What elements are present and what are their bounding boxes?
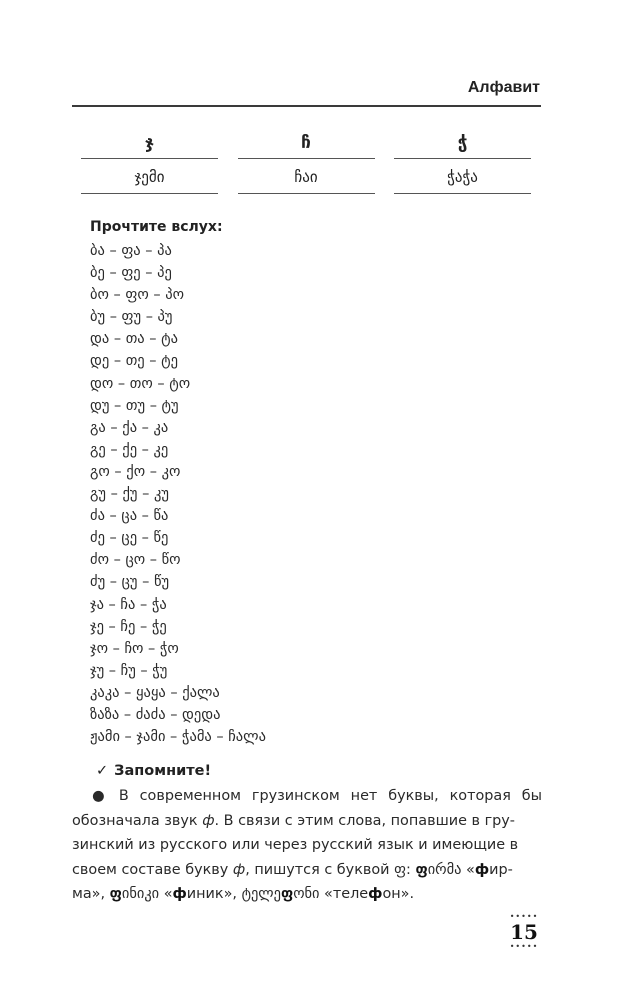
note-text: своем составе букву xyxy=(72,861,233,878)
note-text: . В связи с этим слова, попавшие в гру- xyxy=(214,812,515,829)
reading-drill-list xyxy=(90,240,266,748)
note-text: : xyxy=(406,861,416,878)
drill-line: გუ – ქუ – კუ xyxy=(90,486,169,503)
drill-line: ზაზა – ძაძა – დედა xyxy=(90,706,221,723)
word-cell: ჯემი xyxy=(81,159,218,194)
note-line xyxy=(72,784,542,809)
drill-line: გე – ქე – კე xyxy=(90,441,169,458)
drill-line: ბო – ფო – პო xyxy=(90,287,184,304)
page-number: 15 xyxy=(510,920,538,944)
word-cell: ჭაჭა xyxy=(394,159,531,194)
header-rule xyxy=(72,105,541,107)
note-text: , xyxy=(232,886,242,903)
drill-line: ძუ – ცუ – წუ xyxy=(90,574,170,591)
bold-letter-f: ф xyxy=(172,886,187,903)
drill-line: დე – თე – ტე xyxy=(90,353,178,370)
russian-word: иник» xyxy=(186,886,233,903)
italic-letter-f: ф xyxy=(232,861,246,878)
folio-dots-bottom: ••••• xyxy=(509,942,539,951)
note-text: « xyxy=(461,861,475,878)
georgian-word: ირმა xyxy=(427,861,462,878)
bold-letter-f: ф xyxy=(368,886,383,903)
note-text: В современном грузинском нет буквы, которая бы xyxy=(118,788,542,804)
georgian-word: ინიკი xyxy=(121,886,160,903)
russian-word: он». xyxy=(382,886,415,903)
note-line xyxy=(72,882,542,907)
running-head-title: Алфавит xyxy=(467,79,540,96)
bold-georgian-f: ფ xyxy=(280,886,294,903)
page-folio xyxy=(505,913,543,951)
word-cell: ჩაი xyxy=(238,159,375,194)
drill-line: ჯე – ჩე – ჭე xyxy=(90,618,167,635)
georgian-letter-f: ფ xyxy=(394,861,406,878)
remember-note xyxy=(72,784,542,907)
drill-line: ბე – ფე – პე xyxy=(90,265,172,282)
bold-georgian-f: ფ xyxy=(109,886,122,903)
bold-georgian-f: ფ xyxy=(415,861,428,878)
letter-table xyxy=(81,128,531,194)
italic-letter-f: ф xyxy=(202,812,215,829)
note-line xyxy=(72,809,542,834)
drill-line: კაკა – ყაყა – ქალა xyxy=(90,684,220,701)
word-row xyxy=(81,159,531,194)
drill-line: დო – თო – ტო xyxy=(90,375,191,392)
letter-row xyxy=(81,128,531,159)
remember-title: Запомните! xyxy=(114,763,212,779)
remember-heading xyxy=(96,763,211,779)
drill-line: ძო – ცო – წო xyxy=(90,552,181,569)
georgian-word: ტელე xyxy=(241,886,281,903)
drill-line: ძა – ცა – წა xyxy=(90,508,169,525)
drill-line: ჯუ – ჩუ – ჭუ xyxy=(90,662,168,679)
note-text: обозначала звук xyxy=(72,812,203,829)
drill-line: გა – ქა – კა xyxy=(90,419,169,436)
georgian-word: ონი xyxy=(293,886,320,903)
russian-word: «теле xyxy=(319,886,369,903)
letter-cell: ჭ xyxy=(394,128,531,159)
drill-line: ბა – ფა – პა xyxy=(90,243,172,259)
drill-line: დუ – თუ – ტუ xyxy=(90,397,179,414)
bold-letter-f: ф xyxy=(474,861,490,878)
letter-cell: ჯ xyxy=(81,128,218,159)
reading-title: Прочтите вслух: xyxy=(90,219,223,235)
bullet-icon: ● xyxy=(92,788,111,804)
checkmark-icon: ✓ xyxy=(96,763,109,779)
drill-line: გო – ქო – კო xyxy=(90,463,181,480)
drill-line: ჯა – ჩა – ჭა xyxy=(90,596,167,613)
letter-cell: ჩ xyxy=(238,128,375,159)
note-line xyxy=(72,858,542,883)
folio-dots-top: ••••• xyxy=(509,912,539,921)
drill-line: ძე – ცე – წე xyxy=(90,530,169,547)
note-text: « xyxy=(159,886,173,903)
drill-line: ჟამი – ჯამი – ჭამა – ჩალა xyxy=(90,729,266,746)
russian-word: ир- xyxy=(489,861,513,878)
note-text: , xyxy=(100,886,110,903)
note-line xyxy=(72,833,542,858)
note-text: , пишутся с буквой xyxy=(245,861,395,878)
russian-word: ма» xyxy=(72,886,101,903)
drill-line: ჯო – ჩო – ჭო xyxy=(90,640,179,657)
drill-line: და – თა – ტა xyxy=(90,331,178,348)
drill-line: ბუ – ფუ – პუ xyxy=(90,309,173,326)
note-text: зинский из русского или через русский язык и имеющие в xyxy=(72,837,519,854)
